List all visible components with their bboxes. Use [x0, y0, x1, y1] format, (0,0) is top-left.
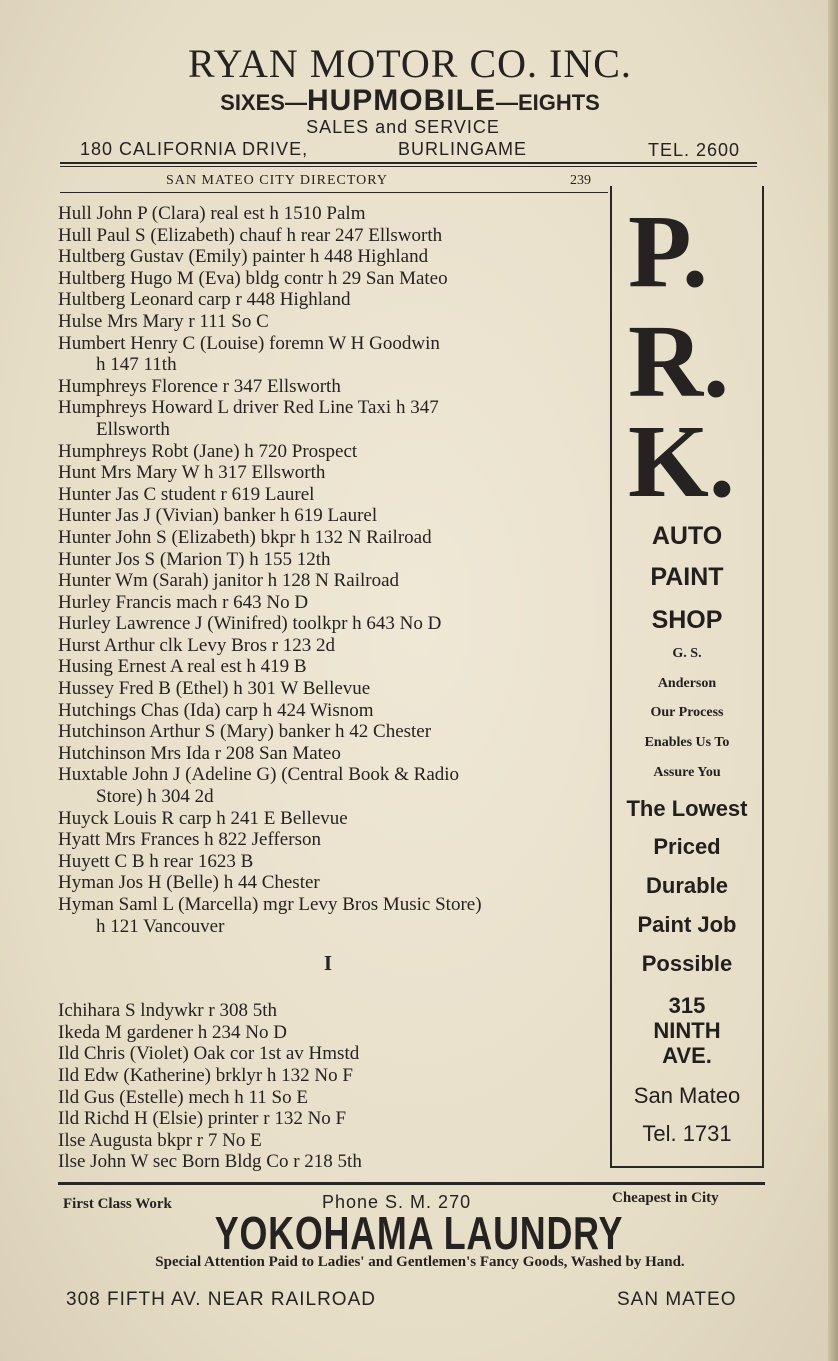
directory-entry — [58, 462, 606, 484]
entry-line: Ichihara S lndywkr r 308 5th — [58, 1000, 277, 1022]
directory-entry — [58, 613, 606, 635]
entry-line: Hutchinson Mrs Ida r 208 San Mateo — [58, 742, 341, 764]
directory-entry — [58, 311, 606, 333]
directory-entry — [58, 203, 606, 225]
entry-line: Ild Gus (Estelle) mech h 11 So E — [58, 1086, 308, 1108]
directory-entry — [58, 1151, 606, 1173]
running-head-title: SAN MATEO CITY DIRECTORY — [166, 173, 388, 188]
side-ad-line: PAINT — [650, 563, 724, 591]
header-ad-city: BURLINGAME — [398, 139, 528, 159]
entry-line: Humphreys Robt (Jane) h 720 Prospect — [58, 440, 358, 462]
side-ad-line: Priced — [653, 834, 721, 859]
footer-ad-special: Special Attention Paid to Ladies' and Gentlemen's Fancy Goods, Washed by Hand. — [155, 1254, 685, 1270]
entry-line: Hunter Jas C student r 619 Laurel — [58, 483, 315, 505]
footer-ad-left: First Class Work — [63, 1196, 172, 1212]
side-ad-line: G. S. — [672, 646, 702, 661]
entry-line: Ikeda M gardener h 234 No D — [58, 1021, 287, 1043]
directory-entry — [58, 268, 606, 290]
footer-ad-name: YOKOHAMA LAUNDRY — [214, 1207, 624, 1259]
entry-line: Hulse Mrs Mary r 111 So C — [58, 310, 269, 332]
directory-entry — [58, 700, 606, 722]
entry-line: Humbert Henry C (Louise) foremn W H Goodwin — [58, 332, 440, 354]
directory-entry — [58, 441, 606, 463]
entry-line: Hultberg Leonard carp r 448 Highland — [58, 289, 351, 311]
entry-line: Hunter Jos S (Marion T) h 155 12th — [58, 548, 331, 570]
side-ad-line: Assure You — [653, 765, 721, 780]
directory-entry — [58, 721, 606, 743]
directory-entry — [58, 289, 606, 311]
entry-line: Hultberg Gustav (Emily) painter h 448 Highland — [58, 246, 429, 268]
entry-line: Hyatt Mrs Frances h 822 Jefferson — [58, 829, 321, 851]
directory-entry — [58, 592, 606, 614]
footer-ad-phone: Phone S. M. 270 — [322, 1192, 472, 1212]
side-ad-line: Possible — [641, 951, 733, 976]
footer-ad-city: SAN MATEO — [617, 1289, 737, 1310]
directory-entry — [58, 808, 606, 830]
header-ad-eights: —EIGHTS — [495, 90, 600, 115]
section-letter: I — [323, 951, 333, 976]
directory-entry — [58, 829, 606, 851]
entry-continuation: Ellsworth — [96, 418, 170, 440]
entry-continuation: h 147 11th — [96, 354, 177, 376]
footer-ad-right: Cheapest in City — [612, 1190, 719, 1206]
entries-i-list — [58, 1000, 606, 1173]
entry-continuation: Store) h 304 2d — [96, 786, 214, 808]
directory-entry — [58, 527, 606, 549]
directory-entry — [58, 743, 606, 765]
entry-line: Hultberg Hugo M (Eva) bldg contr h 29 San Mateo — [58, 267, 448, 289]
header-ad-tagline — [0, 84, 820, 118]
directory-entry — [58, 1130, 606, 1152]
directory-entry — [58, 1087, 606, 1109]
directory-entry — [58, 549, 606, 571]
directory-entry — [58, 505, 606, 527]
entry-line: Hyman Saml L (Marcella) mgr Levy Bros Music Store) — [58, 894, 482, 915]
entry-line: Hull Paul S (Elizabeth) chauf h rear 247 Ellsworth — [58, 224, 443, 246]
side-ad-line: Tel. 1731 — [642, 1121, 732, 1146]
page-number: 239 — [570, 173, 591, 188]
side-ad-letter-k: K. — [628, 404, 735, 519]
directory-entry — [58, 764, 606, 807]
side-ad-line: Anderson — [657, 676, 717, 691]
side-ad-line: The Lowest — [626, 796, 748, 821]
directory-entry — [58, 678, 606, 700]
entry-line: Humphreys Florence r 347 Ellsworth — [58, 375, 341, 397]
entry-continuation: h 121 Vancouver — [96, 915, 225, 937]
entry-line: Ild Chris (Violet) Oak cor 1st av Hmstd — [58, 1043, 360, 1065]
side-ad-line: SHOP — [651, 606, 723, 634]
side-ad-line: Our Process — [650, 705, 724, 720]
entry-line: Ild Edw (Katherine) brklyr h 132 No F — [58, 1064, 353, 1086]
entry-line: Ilse John W sec Born Bldg Co r 218 5th — [58, 1151, 362, 1173]
header-rule-top — [60, 162, 757, 164]
directory-entry — [58, 484, 606, 506]
entry-line: Humphreys Howard L driver Red Line Taxi h 347 — [58, 397, 439, 419]
entry-line: Hutchings Chas (Ida) carp h 424 Wisnom — [58, 699, 374, 721]
side-ad-line: Paint Job — [637, 912, 737, 937]
directory-entry — [58, 1000, 606, 1022]
entries-h-list — [58, 203, 606, 937]
footer-ad-address: 308 FIFTH AV. NEAR RAILROAD — [66, 1289, 376, 1310]
directory-entry — [58, 376, 606, 398]
entry-line: Husing Ernest A real est h 419 B — [58, 656, 307, 678]
directory-entry — [58, 225, 606, 247]
directory-listings — [58, 203, 606, 1173]
header-rule-bottom — [60, 166, 757, 167]
side-ad-line: AUTO — [651, 522, 723, 550]
directory-entry — [58, 635, 606, 657]
side-ad-line: Durable — [646, 873, 728, 898]
entry-line: Hurley Francis mach r 643 No D — [58, 591, 309, 613]
directory-entry — [58, 1043, 606, 1065]
side-ad-line: Enables Us To — [644, 735, 730, 750]
entry-line: Huyck Louis R carp h 241 E Bellevue — [58, 807, 348, 829]
footer-rule — [58, 1182, 765, 1185]
header-ad-address: 180 CALIFORNIA DRIVE, — [80, 139, 309, 159]
entry-line: Hyman Jos H (Belle) h 44 Chester — [58, 872, 320, 894]
side-ad-line: San Mateo — [633, 1083, 741, 1108]
directory-entry — [58, 397, 606, 440]
header-ad-tel: TEL. 2600 — [648, 140, 741, 160]
entry-line: Huyett C B h rear 1623 B — [58, 850, 254, 872]
directory-entry — [58, 1065, 606, 1087]
header-ad-sixes: SIXES— — [220, 90, 307, 115]
entry-line: Hull John P (Clara) real est h 1510 Palm — [58, 203, 366, 224]
entry-line: Hurst Arthur clk Levy Bros r 123 2d — [58, 634, 336, 656]
side-ad-line: 315 — [668, 993, 706, 1018]
header-ad-company-name: RYAN MOTOR CO. INC. — [188, 41, 632, 86]
side-ad-letter-r: R. — [628, 304, 730, 419]
header-ad-brand: HUPMOBILE — [306, 84, 496, 117]
entry-line: Hunt Mrs Mary W h 317 Ellsworth — [58, 462, 326, 484]
entry-line: Hurley Lawrence J (Winifred) toolkpr h 643 No D — [58, 613, 442, 635]
entry-line: Hunter John S (Elizabeth) bkpr h 132 N Railroad — [58, 526, 432, 548]
running-head-rule — [60, 192, 608, 193]
directory-entry — [58, 1108, 606, 1130]
directory-entry — [58, 851, 606, 873]
directory-entry — [58, 894, 606, 937]
entry-line: Hunter Wm (Sarah) janitor h 128 N Railroad — [58, 570, 400, 592]
side-ad-letter-p: P. — [628, 194, 708, 309]
directory-entry — [58, 656, 606, 678]
page-spine-edge — [828, 0, 838, 1361]
side-ad-line: NINTH — [653, 1018, 721, 1043]
entry-line: Hussey Fred B (Ethel) h 301 W Bellevue — [58, 678, 371, 700]
directory-entry — [58, 246, 606, 268]
entry-line: Ilse Augusta bkpr r 7 No E — [58, 1129, 262, 1151]
entry-line: Huxtable John J (Adeline G) (Central Book & Radio — [58, 764, 460, 786]
entry-line: Hutchinson Arthur S (Mary) banker h 42 Chester — [58, 721, 432, 743]
entry-line: Ild Richd H (Elsie) printer r 132 No F — [58, 1108, 347, 1130]
side-ad-line: AVE. — [662, 1043, 712, 1068]
directory-entry — [58, 333, 606, 376]
entry-line: Hunter Jas J (Vivian) banker h 619 Laurel — [58, 505, 378, 527]
directory-entry — [58, 1022, 606, 1044]
directory-entry — [58, 872, 606, 894]
directory-entry — [58, 570, 606, 592]
header-ad-sales: SALES and SERVICE — [306, 117, 500, 137]
